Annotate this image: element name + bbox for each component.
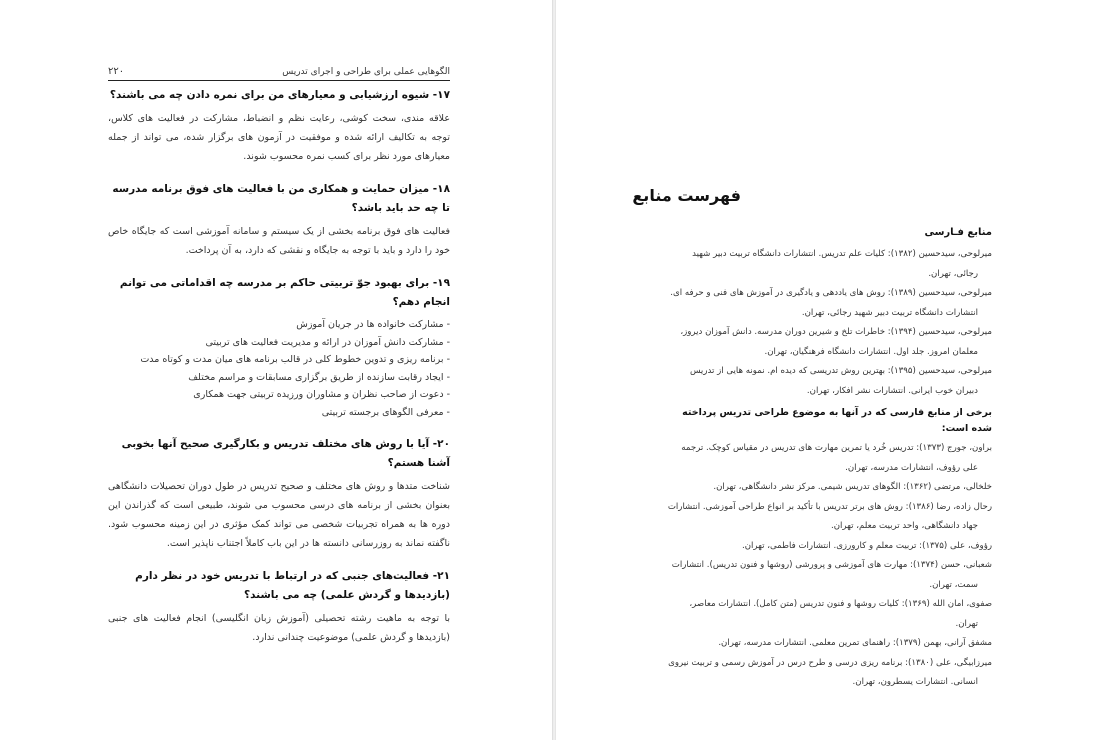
section-heading: ۱۷- شیوه ارزشیابی و معیارهای من برای نمره دادن چه می باشند؟ bbox=[109, 89, 450, 101]
reference-entry: رحال زاده، رضا (۱۳۸۶): روش های برتر تدریس با تأکید بر انواع طراحی آموزشی. انتشارات جهاد دانشگاهی، واحد تربیت معلم، تهران. bbox=[667, 501, 992, 531]
list-item: - مشارکت دانش آموزان در ارائه و مدیریت فعالیت های تربیتی bbox=[205, 336, 450, 348]
qa-section-20 bbox=[108, 435, 450, 553]
qa-section-21 bbox=[108, 567, 450, 647]
reference-entry: میرلوحی، سیدحسین (۱۳۸۹): روش های یاددهی و یادگیری در آموزش های فنی و حرفه ای. انتشارات دانشگاه تربیت دبیر شهید رجائی، تهران. bbox=[670, 288, 992, 318]
references-list bbox=[666, 225, 992, 693]
bullet-list bbox=[108, 316, 450, 421]
section-body: علاقه مندی، سخت کوشی، رعایت نظم و انضباط، مشارکت در فعالیت های کلاس، توجه به تکالیف ارائه شده و موفقیت در آزمون های برگزار شده، می تواند از جمله معیارهای مورد نظر برای کسب نمره محسوب شوند. bbox=[108, 113, 450, 162]
section-heading: ۲۱- فعالیت‌های جنبی که در ارتباط با تدریس خود در نظر دارم (بازدیدها و گردش علمی) چه می باشند؟ bbox=[135, 570, 450, 601]
page-number: ۲۲۰ bbox=[108, 66, 125, 77]
reference-entry: میرلوحی، سیدحسین (۱۳۸۲): کلیات علم تدریس. انتشارات دانشگاه تربیت دبیر شهید رجائی، تهران. bbox=[692, 249, 992, 279]
reference-entry: براون، جورج (۱۳۷۳): تدریس خُرد یا تمرین مهارت های تدریس در مقیاس کوچک. ترجمه علی رؤوف، انتشارات مدرسه، تهران. bbox=[681, 443, 992, 473]
reference-entry: رؤوف، علی (۱۳۷۵): تربیت معلم و کارورزی. انتشارات فاطمی، تهران. bbox=[741, 540, 992, 551]
section-heading: ۱۹- برای بهبود جوّ تربیتی حاکم بر مدرسه چه اقداماتی می توانم انجام دهم؟ bbox=[119, 277, 450, 308]
references-title: فهرست منابع bbox=[632, 186, 741, 205]
section-body: با توجه به ماهیت رشته تحصیلی (آموزش زبان انگلیسی) انجام فعالیت های جنبی (بازدیدها و گردش علمی) موضوعیت چندانی ندارد. bbox=[108, 613, 450, 643]
list-item: - معرفی الگوهای برجسته تربیتی bbox=[321, 406, 450, 418]
section-heading: ۱۸- میزان حمایت و همکاری من با فعالیت های فوق برنامه مدرسه تا چه حد باید باشد؟ bbox=[112, 183, 450, 214]
reference-entry: میرزابیگی، علی (۱۳۸۰): برنامه ریزی درسی و طرح درس در آموزش رسمی و تربیت نیروی انسانی. انتشارات یسطرون، تهران. bbox=[668, 657, 992, 687]
reference-entry: میرلوحی، سیدحسین (۱۳۹۴): خاطرات تلخ و شیرین دوران مدرسه. دانش آموزان دیروز، معلمان امروز. جلد اول. انتشارات دانشگاه فرهنگیان، تهران. bbox=[680, 327, 992, 357]
list-item: - ایجاد رقابت سازنده از طریق برگزاری مسابقات و مراسم مختلف bbox=[188, 371, 450, 383]
left-page bbox=[0, 0, 552, 740]
running-header bbox=[108, 64, 450, 81]
bibliography-subheading: برخی از منابع فارسی که در آنها به موضوع طراحی تدریس پرداخته شده است: bbox=[682, 407, 992, 434]
list-item: - دعوت از صاحب نظران و مشاوران ورزیده تربیتی جهت همکاری bbox=[193, 389, 450, 400]
section-body: فعالیت های فوق برنامه بخشی از یک سیستم و سامانه آموزشی است که جایگاه خاص خود را دارد و باید با توجه به جایگاه و نقشی که دارد، به آن پرداخت. bbox=[108, 226, 450, 256]
reference-entry: صفوی، امان الله (۱۳۶۹): کلیات روشها و فنون تدریس (متن کامل). انتشارات معاصر، تهران. bbox=[689, 599, 992, 629]
reference-entry: شعبانی، حسن (۱۳۷۴): مهارت های آموزشی و پرورشی (روشها و فنون تدریس). انتشارات سمت، تهران. bbox=[671, 560, 992, 590]
running-header-title: الگوهایی عملی برای طراحی و اجرای تدریس bbox=[282, 67, 450, 77]
reference-entry: مشفق آرانی، بهمن (۱۳۷۹): راهنمای تمرین معلمی. انتشارات مدرسه، تهران. bbox=[718, 638, 992, 648]
section-heading: ۲۰- آیا با روش های مختلف تدریس و بکارگیری صحیح آنها بخوبی آشنا هستم؟ bbox=[121, 438, 450, 469]
qa-section-18 bbox=[108, 180, 450, 260]
qa-list bbox=[108, 86, 450, 661]
persian-sources-heading: منابع فـارسی bbox=[924, 227, 992, 238]
qa-section-17 bbox=[108, 86, 450, 166]
section-body: شناخت متدها و روش های مختلف و صحیح تدریس در طول دوران تحصیلات دانشگاهی بعنوان بخشی از برنامه های درسی محسوب می شوند، طبیعی است که گذراندن این دوره ها به همراه تجربیات شخصی می تواند کمک مؤثری در این زمینه محسوب شود. ناگفته نماند به روزرسانی دانسته ها در این باب کاملاً اجتناب ناپذیر است. bbox=[108, 481, 450, 549]
reference-entry: میرلوحی، سیدحسین (۱۳۹۵): بهترین روش تدریسی که دیده ام. نمونه هایی از تدریس دبیران خوب ایرانی. انتشارات نشر افکار، تهران. bbox=[689, 366, 992, 396]
qa-section-19 bbox=[108, 274, 450, 421]
list-item: - برنامه ریزی و تدوین خطوط کلی در قالب برنامه های میان مدت و کوتاه مدت bbox=[140, 354, 450, 365]
list-item: - مشارکت خانواده ها در جریان آموزش bbox=[296, 319, 450, 330]
reference-entry: خلخالی، مرتضی (۱۳۶۲): الگوهای تدریس شیمی. مرکز نشر دانشگاهی، تهران. bbox=[713, 482, 992, 492]
